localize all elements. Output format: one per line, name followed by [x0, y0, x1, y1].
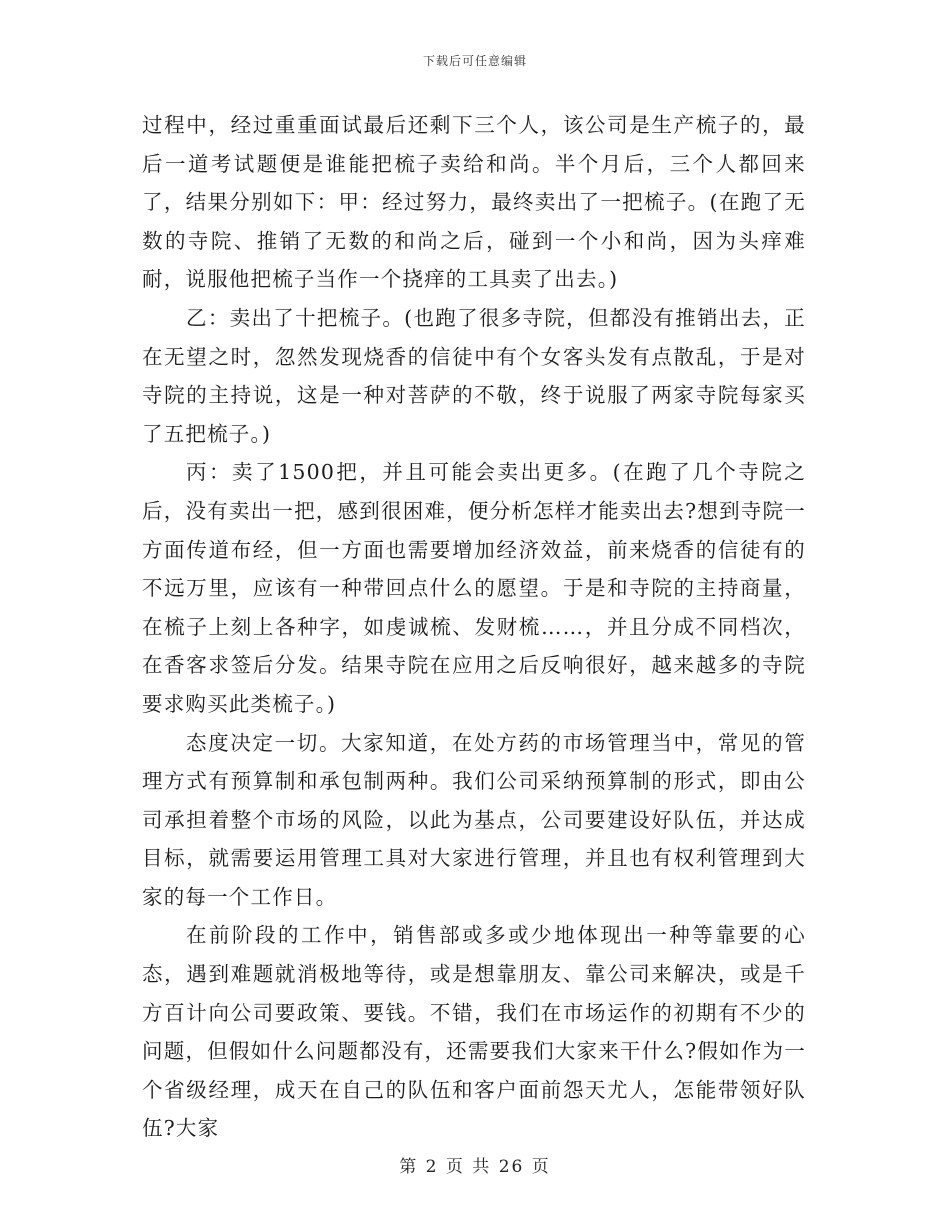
paragraph-3: 丙：卖了1500把，并且可能会卖出更多。(在跑了几个寺院之后，没有卖出一把，感到很困难，便分析怎样才能卖出去?想到寺院一方面传道布经，但一方面也需要增加经济效益，前来烧香的信徒有的不远万里，应该有一种带回点什么的愿望。于是和寺院的主持商量，在梳子上刻上各种字，如虔诚梳、发财梳……，并且分成不同档次，在香客求签后分发。结果寺院在应用之后反响很好，越来越多的寺院要求购买此类梳子。) [142, 460, 806, 716]
footer-suffix: 页 [531, 1157, 551, 1177]
footer-prefix: 第 [399, 1157, 419, 1177]
document-body [142, 106, 806, 1148]
paragraph-4: 态度决定一切。大家知道，在处方药的市场管理当中，常见的管理方式有预算制和承包制两种。我们公司采纳预算制的形式，即由公司承担着整个市场的风险，以此为基点，公司要建设好队伍，并达成目标，就需要运用管理工具对大家进行管理，并且也有权利管理到大家的每一个工作日。 [142, 730, 806, 909]
page-footer [0, 1152, 950, 1177]
header-text: 下载后可任意编辑 [422, 54, 527, 68]
paragraph-2: 乙：卖出了十把梳子。(也跑了很多寺院，但都没有推销出去，正在无望之时，忽然发现烧香的信徒中有个女客头发有点散乱，于是对寺院的主持说，这是一种对菩萨的不敬，终于说服了两家寺院每家买了五把梳子。) [142, 305, 806, 446]
footer-page-number: 2 [425, 1157, 439, 1177]
paragraph-5: 在前阶段的工作中，销售部或多或少地体现出一种等靠要的心态，遇到难题就消极地等待，或是想靠朋友、靠公司来解决，或是千方百计向公司要政策、要钱。不错，我们在市场运作的初期有不少的问题，但假如什么问题都没有，还需要我们大家来干什么?假如作为一个省级经理，成天在自己的队伍和客户面前怨天尤人，怎能带领好队伍?大家 [142, 923, 806, 1141]
footer-total-pages: 26 [498, 1157, 525, 1177]
page-header [0, 52, 950, 69]
footer-middle: 页 共 [445, 1157, 492, 1177]
paragraph-1: 过程中，经过重重面试最后还剩下三个人，该公司是生产梳子的，最后一道考试题便是谁能把梳子卖给和尚。半个月后，三个人都回来了，结果分别如下：甲：经过努力，最终卖出了一把梳子。(在跑了无数的寺院、推销了无数的和尚之后，碰到一个小和尚，因为头痒难耐，说服他把梳子当作一个挠痒的工具卖了出去。) [142, 113, 806, 292]
